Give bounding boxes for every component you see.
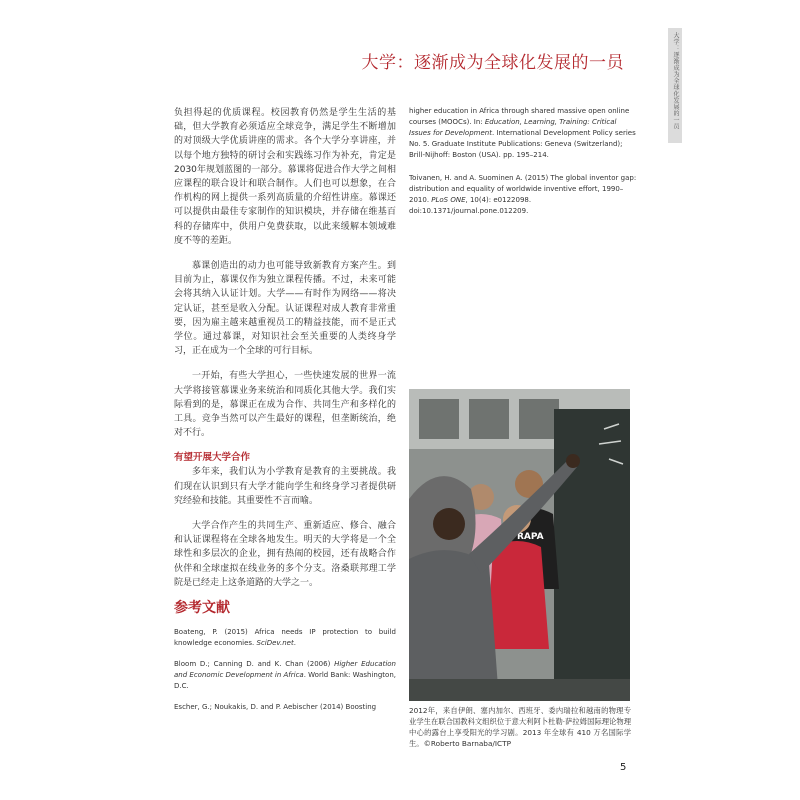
students-photo [409,389,630,701]
student-grey-jacket [409,550,499,701]
photo-caption: 2012年，来自伊朗、塞内加尔、西班牙、委内瑞拉和越南的物理专业学生在联合国教科文组织位于意大利阿卜杜勒·萨拉姆国际理论物理中心的露台上享受阳光的学习剧。2013 年全球有 410 万名国际学生。©Roberto Barnaba/ICTP [409,706,631,748]
reference-text: Escher, G.; Noukakis, D. and P. Aebischer (2014) Boosting [174,703,377,712]
side-tab-label: 大学：逐渐成为全球化发展的一员 [672,32,679,130]
reference-text: Toivanen, H. and A. Suominen A. (2015) The global inventor gap: distribution and equality of worldwide inventive effort, 1990–2010. [409,174,637,204]
page-title: 大学：逐渐成为全球化发展的一员 [361,53,624,73]
reference-item [174,659,396,692]
reference-text: higher education in Africa through shared massive open online courses (MOOCs). In: [409,107,630,126]
shirt-text: RAPA [517,532,544,542]
right-column [409,106,637,229]
body-paragraph: 大学合作产生的共同生产、重新适应、修合、融合和认证课程将在全球各地发生。明天的大学将是一个全球性和多层次的企业，拥有热闹的校园，还有战略合作伙伴和全球虚拟在线业务的多个分支。洛桑联邦理工学院是已经走上这条道路的大学之一。 [174,521,396,588]
body-paragraph: 负担得起的优质课程。校园教育仍然是学生生活的基础，但大学教育必须适应全球竞争，满足学生不断增加的对顶级大学优质讲座的需求。各个大学分享讲座，并以每个地方独特的研讨会和实践练习作为补充，肯定是2030年规划蓝图的一部分。慕课将促进合作大学之间相应课程的联合设计和联合制作。人们也可以想象，在合作机构的网上提供一系列高质量的介绍性讲座。慕课还可以提供由最佳专家制作的知识模块，并存储在维基百科的存储库中，供用户免费获取，以此来缓解本领域难度不等的差距。 [174,108,396,246]
reference-item [174,702,396,713]
table-edge [409,679,630,701]
hand [566,454,580,468]
photo-illustration [409,389,630,701]
section-side-tab [668,28,682,143]
reference-text: , 10(4): e0122098. doi:10.1371/journal.pone.012209. [409,196,532,215]
left-column [174,106,396,723]
body-paragraph: 多年来，我们认为小学教育是教育的主要挑战。我们现在认识到只有大学才能向学生和终身学习者提供研究经验和技能。其重要性不言而喻。 [174,467,396,506]
blackboard [554,409,630,701]
reference-text: Boateng, P. (2015) Africa needs IP protection to build knowledge economies. [174,628,396,648]
references-heading: 参考文献 [174,600,230,617]
student-face [433,508,465,540]
building-window [469,399,509,439]
reference-title: SciDev.net [256,639,294,648]
body-paragraph: 慕课创造出的动力也可能导致新教育方案产生。到目前为止，慕课仅作为独立课程传播。不过，未来可能会将其纳入认证计划。大学——有时作为网络——将决定认证，甚至是收入分配。认证课程对成人教育非常重要，因为雇主越来越重视员工的精益技能，而不是正式学位。通过慕课，对知识社会至关重要的人类终身学习，正在成为一个全球的可行目标。 [174,261,396,357]
reference-item [409,173,637,217]
page-number: 5 [620,762,627,773]
reference-text: . World Bank: Washington, D.C. [174,671,396,691]
reference-title: Higher Education and Economic Development in Africa [174,660,396,680]
reference-text: . International Development Policy series No. 5. Graduate Institute Publications: Geneva (Switzerland); Brill-Nijhoff: Boston (USA). pp. 195–214. [409,129,636,159]
reference-text: . [293,639,296,648]
reference-title: PLoS ONE [431,196,466,204]
reference-item [174,627,396,649]
body-paragraph: 一开始，有些大学担心，一些快速发展的世界一流大学将接管慕课业务来统治和同质化其他大学。我们实际看到的是，慕课正在成为合作、共同生产和多样化的工具。竞争当然可以产生最好的课程，但垄断统治，绝对不行。 [174,371,396,439]
section-subheading: 有望开展大学合作 [174,452,251,464]
reference-text: Bloom D.; Canning D. and K. Chan (2006) [174,660,335,669]
reference-item [409,106,637,161]
reference-title: Education, Learning, Training: Critical Issues for Development [409,118,617,137]
building-window [519,399,559,439]
building-window [419,399,459,439]
